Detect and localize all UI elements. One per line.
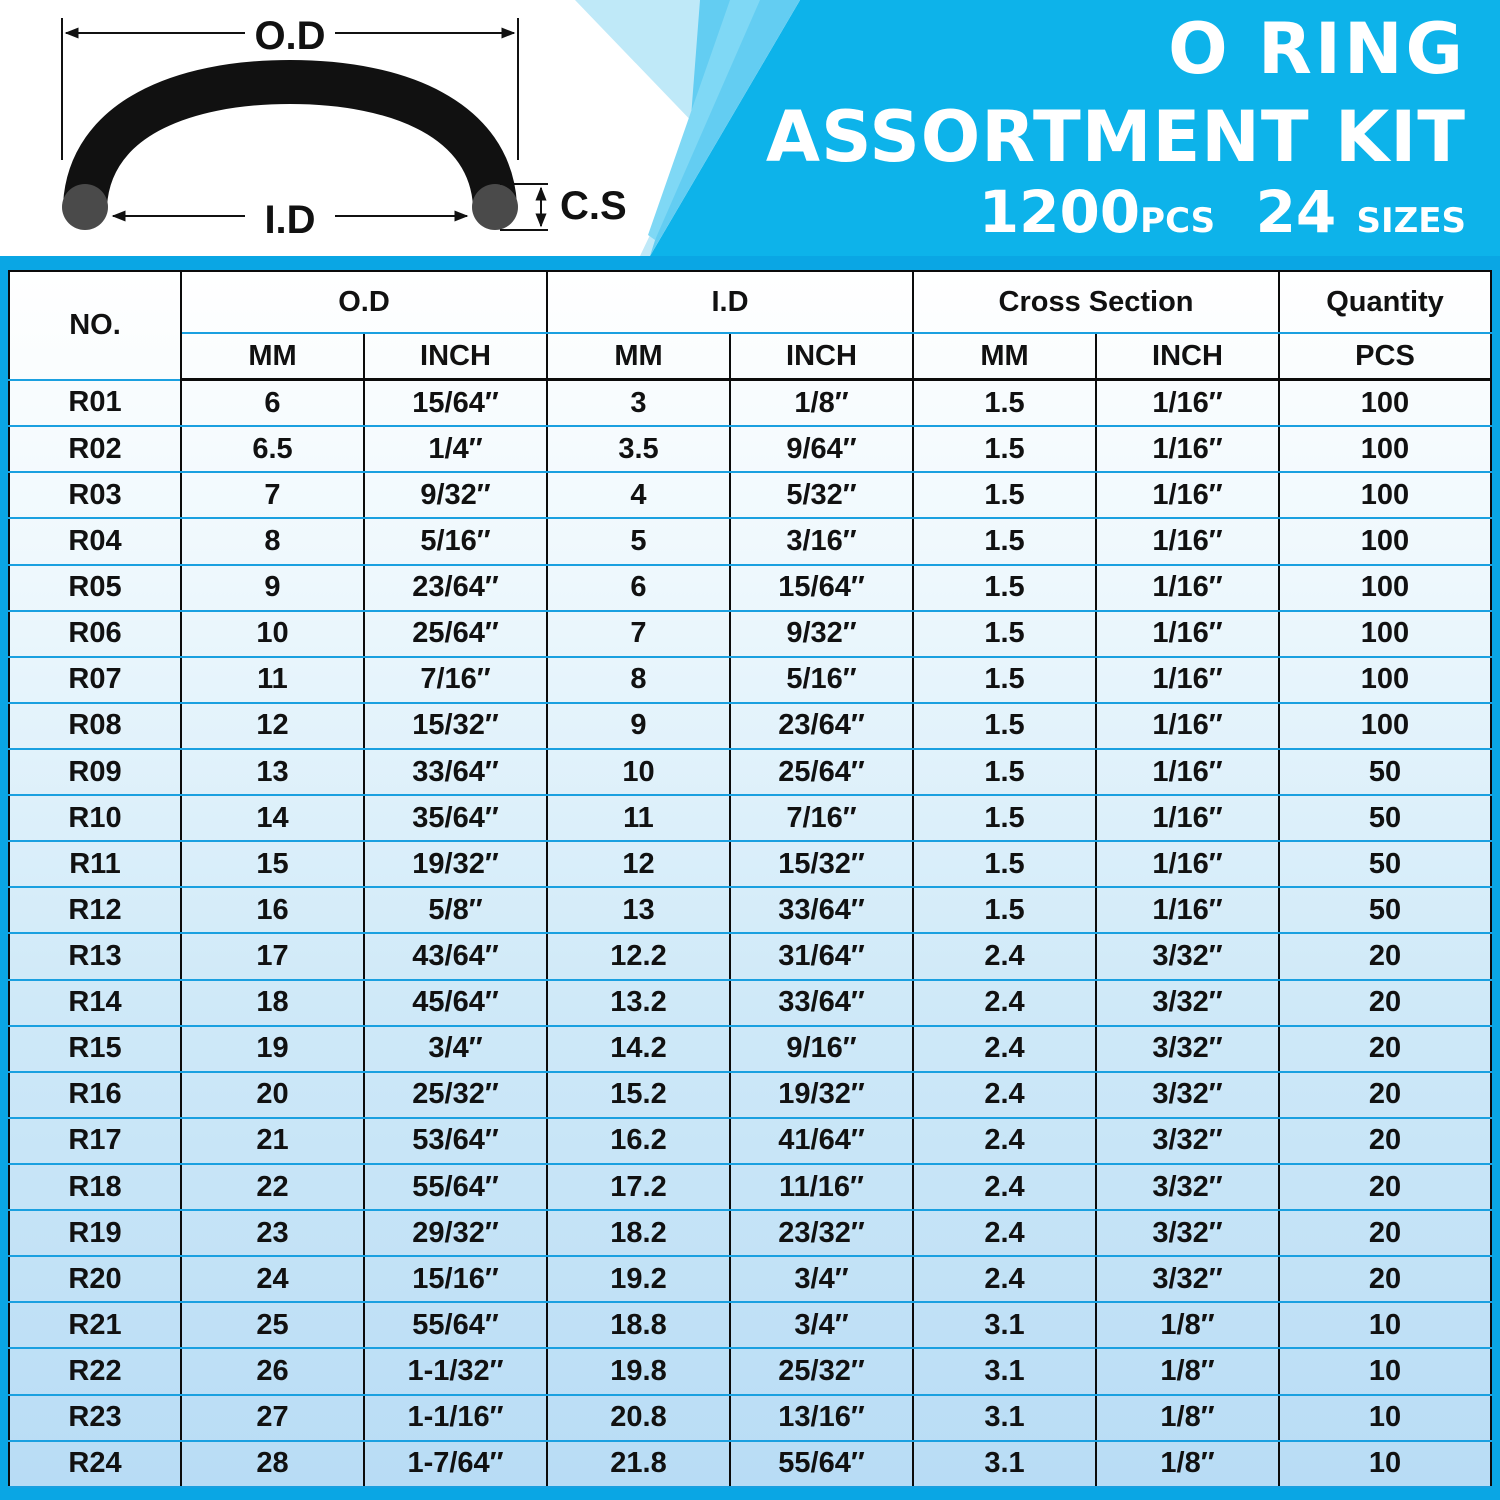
table-row (9, 1302, 1491, 1348)
cell-cs-mm: 2.4 (913, 933, 1096, 979)
cell-od-mm: 25 (181, 1302, 364, 1348)
cell-id-inch: 9/64″ (730, 426, 913, 472)
cell-id-inch: 19/32″ (730, 1072, 913, 1118)
cell-id-inch: 55/64″ (730, 1441, 913, 1487)
cell-qty-pcs: 20 (1279, 1164, 1491, 1210)
header-pcs: PCS (1279, 333, 1491, 380)
cell-cs-mm: 3.1 (913, 1395, 1096, 1441)
cell-od-mm: 11 (181, 657, 364, 703)
cell-id-inch: 3/4″ (730, 1302, 913, 1348)
table-row (9, 426, 1491, 472)
cell-id-mm: 18.8 (547, 1302, 730, 1348)
od-label: O.D (254, 14, 326, 58)
cell-id-inch: 23/64″ (730, 703, 913, 749)
cell-cs-mm: 2.4 (913, 1210, 1096, 1256)
cell-id-inch: 31/64″ (730, 933, 913, 979)
cell-cs-inch: 1/16″ (1096, 426, 1279, 472)
cell-cs-inch: 1/8″ (1096, 1302, 1279, 1348)
cell-no: R17 (9, 1118, 181, 1164)
cell-qty-pcs: 20 (1279, 1210, 1491, 1256)
sizes-count: 24 (1255, 178, 1337, 246)
cell-no: R06 (9, 611, 181, 657)
header-cross-section: Cross Section (913, 271, 1279, 333)
cell-qty-pcs: 100 (1279, 518, 1491, 564)
cell-id-inch: 5/16″ (730, 657, 913, 703)
cell-od-inch: 1-1/32″ (364, 1348, 547, 1394)
ring-cross-section-right (472, 184, 518, 230)
id-label: I.D (264, 198, 316, 242)
cell-od-mm: 23 (181, 1210, 364, 1256)
header-id-mm: MM (547, 333, 730, 380)
cell-id-inch: 33/64″ (730, 980, 913, 1026)
cell-od-mm: 24 (181, 1256, 364, 1302)
cell-od-inch: 5/8″ (364, 887, 547, 933)
cell-od-mm: 26 (181, 1348, 364, 1394)
cell-cs-inch: 3/32″ (1096, 980, 1279, 1026)
cell-qty-pcs: 10 (1279, 1441, 1491, 1487)
cell-od-inch: 55/64″ (364, 1164, 547, 1210)
cell-no: R07 (9, 657, 181, 703)
cell-cs-inch: 3/32″ (1096, 1210, 1279, 1256)
cell-no: R04 (9, 518, 181, 564)
cell-id-mm: 16.2 (547, 1118, 730, 1164)
cell-qty-pcs: 20 (1279, 1026, 1491, 1072)
cell-od-inch: 19/32″ (364, 841, 547, 887)
cell-id-mm: 21.8 (547, 1441, 730, 1487)
cell-id-mm: 9 (547, 703, 730, 749)
cell-cs-inch: 3/32″ (1096, 933, 1279, 979)
cell-id-mm: 3 (547, 380, 730, 427)
cell-od-inch: 53/64″ (364, 1118, 547, 1164)
cell-cs-mm: 1.5 (913, 518, 1096, 564)
cell-no: R02 (9, 426, 181, 472)
cell-cs-mm: 3.1 (913, 1302, 1096, 1348)
cell-id-mm: 4 (547, 472, 730, 518)
cell-id-inch: 11/16″ (730, 1164, 913, 1210)
cell-no: R24 (9, 1441, 181, 1487)
cell-cs-inch: 1/16″ (1096, 518, 1279, 564)
cell-od-inch: 23/64″ (364, 565, 547, 611)
cell-cs-mm: 1.5 (913, 565, 1096, 611)
size-table-container (8, 270, 1490, 1488)
cell-od-mm: 13 (181, 749, 364, 795)
cell-od-inch: 45/64″ (364, 980, 547, 1026)
table-header-row (9, 271, 1491, 333)
table-row (9, 933, 1491, 979)
pieces-count: 1200 (978, 178, 1141, 246)
header-cs-mm: MM (913, 333, 1096, 380)
cell-cs-mm: 2.4 (913, 1118, 1096, 1164)
cell-od-mm: 28 (181, 1441, 364, 1487)
cell-id-inch: 9/16″ (730, 1026, 913, 1072)
cell-id-inch: 33/64″ (730, 887, 913, 933)
cell-od-inch: 1-1/16″ (364, 1395, 547, 1441)
cell-qty-pcs: 50 (1279, 749, 1491, 795)
cell-id-mm: 13 (547, 887, 730, 933)
cell-no: R16 (9, 1072, 181, 1118)
cell-qty-pcs: 50 (1279, 887, 1491, 933)
table-row (9, 1395, 1491, 1441)
cell-od-inch: 25/32″ (364, 1072, 547, 1118)
table-row (9, 565, 1491, 611)
table-row (9, 657, 1491, 703)
cell-od-mm: 22 (181, 1164, 364, 1210)
table-row (9, 980, 1491, 1026)
cell-od-mm: 10 (181, 611, 364, 657)
cell-id-inch: 3/16″ (730, 518, 913, 564)
cell-od-inch: 33/64″ (364, 749, 547, 795)
table-row (9, 1348, 1491, 1394)
title-line-1: O RING (1168, 8, 1466, 90)
cell-id-mm: 5 (547, 518, 730, 564)
cell-id-mm: 19.2 (547, 1256, 730, 1302)
cell-od-inch: 7/16″ (364, 657, 547, 703)
cell-id-mm: 12.2 (547, 933, 730, 979)
cell-no: R13 (9, 933, 181, 979)
cell-qty-pcs: 20 (1279, 1256, 1491, 1302)
cell-cs-inch: 1/16″ (1096, 380, 1279, 427)
cell-id-mm: 10 (547, 749, 730, 795)
table-row (9, 703, 1491, 749)
cell-no: R23 (9, 1395, 181, 1441)
cell-id-inch: 5/32″ (730, 472, 913, 518)
cell-cs-mm: 1.5 (913, 749, 1096, 795)
cell-od-mm: 6.5 (181, 426, 364, 472)
title-line-2: ASSORTMENT KIT (765, 96, 1466, 178)
cell-no: R08 (9, 703, 181, 749)
cell-qty-pcs: 100 (1279, 380, 1491, 427)
table-row (9, 611, 1491, 657)
header-no: NO. (9, 271, 181, 380)
cell-cs-inch: 3/32″ (1096, 1026, 1279, 1072)
cell-id-mm: 20.8 (547, 1395, 730, 1441)
cell-id-inch: 3/4″ (730, 1256, 913, 1302)
cell-no: R11 (9, 841, 181, 887)
table-row (9, 380, 1491, 427)
cell-qty-pcs: 50 (1279, 795, 1491, 841)
cell-cs-inch: 1/16″ (1096, 472, 1279, 518)
table-row (9, 1026, 1491, 1072)
cell-od-inch: 3/4″ (364, 1026, 547, 1072)
cell-no: R09 (9, 749, 181, 795)
cell-od-inch: 9/32″ (364, 472, 547, 518)
cell-cs-mm: 3.1 (913, 1441, 1096, 1487)
table-row (9, 1256, 1491, 1302)
header-quantity: Quantity (1279, 271, 1491, 333)
cell-cs-inch: 1/16″ (1096, 841, 1279, 887)
cell-no: R18 (9, 1164, 181, 1210)
size-table (8, 270, 1492, 1488)
cell-cs-inch: 3/32″ (1096, 1164, 1279, 1210)
table-row (9, 795, 1491, 841)
cell-qty-pcs: 100 (1279, 657, 1491, 703)
cell-cs-mm: 1.5 (913, 887, 1096, 933)
cell-od-mm: 20 (181, 1072, 364, 1118)
table-row (9, 1210, 1491, 1256)
cell-no: R21 (9, 1302, 181, 1348)
cell-od-inch: 25/64″ (364, 611, 547, 657)
cell-id-mm: 15.2 (547, 1072, 730, 1118)
header-od-mm: MM (181, 333, 364, 380)
cs-label: C.S (560, 184, 627, 228)
cell-qty-pcs: 10 (1279, 1348, 1491, 1394)
header-id-inch: INCH (730, 333, 913, 380)
cell-od-inch: 1-7/64″ (364, 1441, 547, 1487)
cell-cs-inch: 3/32″ (1096, 1118, 1279, 1164)
cell-od-mm: 19 (181, 1026, 364, 1072)
cell-od-inch: 15/64″ (364, 380, 547, 427)
cell-id-mm: 7 (547, 611, 730, 657)
table-row (9, 1441, 1491, 1487)
cell-cs-inch: 1/8″ (1096, 1348, 1279, 1394)
cell-od-inch: 15/16″ (364, 1256, 547, 1302)
table-body (9, 380, 1491, 1488)
cell-id-mm: 17.2 (547, 1164, 730, 1210)
cell-od-mm: 12 (181, 703, 364, 749)
cell-cs-mm: 2.4 (913, 1026, 1096, 1072)
cell-cs-inch: 1/8″ (1096, 1441, 1279, 1487)
cell-qty-pcs: 20 (1279, 1118, 1491, 1164)
cell-od-inch: 5/16″ (364, 518, 547, 564)
cell-cs-mm: 2.4 (913, 980, 1096, 1026)
cell-od-mm: 7 (181, 472, 364, 518)
cell-no: R22 (9, 1348, 181, 1394)
title-line-3 (979, 178, 1466, 246)
o-ring-diagram (0, 0, 660, 256)
cell-no: R19 (9, 1210, 181, 1256)
cell-cs-inch: 1/16″ (1096, 749, 1279, 795)
cell-cs-inch: 1/16″ (1096, 887, 1279, 933)
cell-id-mm: 3.5 (547, 426, 730, 472)
cell-no: R12 (9, 887, 181, 933)
cell-id-mm: 12 (547, 841, 730, 887)
cell-qty-pcs: 100 (1279, 565, 1491, 611)
cell-cs-mm: 3.1 (913, 1348, 1096, 1394)
cell-qty-pcs: 100 (1279, 611, 1491, 657)
cell-cs-inch: 1/16″ (1096, 565, 1279, 611)
cell-cs-inch: 3/32″ (1096, 1256, 1279, 1302)
table-row (9, 749, 1491, 795)
cell-cs-mm: 1.5 (913, 380, 1096, 427)
cell-cs-inch: 3/32″ (1096, 1072, 1279, 1118)
cell-cs-inch: 1/16″ (1096, 795, 1279, 841)
header-od-inch: INCH (364, 333, 547, 380)
o-ring-arc (85, 82, 495, 205)
cell-cs-mm: 2.4 (913, 1072, 1096, 1118)
cell-od-mm: 27 (181, 1395, 364, 1441)
table-subheader-row (9, 333, 1491, 380)
cell-od-mm: 17 (181, 933, 364, 979)
cell-id-inch: 25/64″ (730, 749, 913, 795)
table-row (9, 1118, 1491, 1164)
table-row (9, 1072, 1491, 1118)
cell-qty-pcs: 10 (1279, 1302, 1491, 1348)
table-row (9, 518, 1491, 564)
cell-id-inch: 1/8″ (730, 380, 913, 427)
cell-id-inch: 23/32″ (730, 1210, 913, 1256)
cell-cs-mm: 2.4 (913, 1164, 1096, 1210)
cell-od-mm: 14 (181, 795, 364, 841)
cell-cs-inch: 1/16″ (1096, 611, 1279, 657)
cell-id-mm: 18.2 (547, 1210, 730, 1256)
table-row (9, 1164, 1491, 1210)
cell-od-inch: 55/64″ (364, 1302, 547, 1348)
table-row (9, 841, 1491, 887)
cell-no: R10 (9, 795, 181, 841)
cell-od-mm: 21 (181, 1118, 364, 1164)
cell-id-mm: 14.2 (547, 1026, 730, 1072)
sizes-unit: SIZES (1356, 201, 1466, 241)
cell-qty-pcs: 10 (1279, 1395, 1491, 1441)
cell-no: R14 (9, 980, 181, 1026)
cell-od-inch: 29/32″ (364, 1210, 547, 1256)
cell-qty-pcs: 100 (1279, 472, 1491, 518)
cell-qty-pcs: 50 (1279, 841, 1491, 887)
cell-no: R03 (9, 472, 181, 518)
cell-qty-pcs: 100 (1279, 703, 1491, 749)
cell-qty-pcs: 20 (1279, 980, 1491, 1026)
cell-id-inch: 41/64″ (730, 1118, 913, 1164)
cell-no: R20 (9, 1256, 181, 1302)
table-row (9, 887, 1491, 933)
cell-od-inch: 1/4″ (364, 426, 547, 472)
header-od: O.D (181, 271, 547, 333)
cell-od-inch: 35/64″ (364, 795, 547, 841)
header-banner (0, 0, 1500, 256)
cell-id-mm: 6 (547, 565, 730, 611)
cell-cs-mm: 2.4 (913, 1256, 1096, 1302)
pieces-unit: PCS (1140, 201, 1216, 241)
cell-cs-inch: 1/16″ (1096, 657, 1279, 703)
table-row (9, 472, 1491, 518)
cell-qty-pcs: 100 (1279, 426, 1491, 472)
cell-id-inch: 7/16″ (730, 795, 913, 841)
cell-od-mm: 6 (181, 380, 364, 427)
cell-cs-mm: 1.5 (913, 611, 1096, 657)
cell-id-inch: 9/32″ (730, 611, 913, 657)
cell-od-mm: 16 (181, 887, 364, 933)
cell-od-mm: 9 (181, 565, 364, 611)
cell-qty-pcs: 20 (1279, 1072, 1491, 1118)
cell-id-inch: 15/32″ (730, 841, 913, 887)
cell-id-mm: 8 (547, 657, 730, 703)
header-id: I.D (547, 271, 913, 333)
cell-id-mm: 11 (547, 795, 730, 841)
cell-od-mm: 8 (181, 518, 364, 564)
cell-od-inch: 15/32″ (364, 703, 547, 749)
cell-cs-mm: 1.5 (913, 795, 1096, 841)
cell-cs-mm: 1.5 (913, 472, 1096, 518)
cell-cs-mm: 1.5 (913, 426, 1096, 472)
cell-id-mm: 19.8 (547, 1348, 730, 1394)
header-cs-inch: INCH (1096, 333, 1279, 380)
cell-id-inch: 15/64″ (730, 565, 913, 611)
cell-cs-inch: 1/8″ (1096, 1395, 1279, 1441)
cell-no: R05 (9, 565, 181, 611)
cell-od-inch: 43/64″ (364, 933, 547, 979)
cell-od-mm: 15 (181, 841, 364, 887)
cell-id-mm: 13.2 (547, 980, 730, 1026)
cell-no: R01 (9, 380, 181, 427)
cell-id-inch: 13/16″ (730, 1395, 913, 1441)
cell-id-inch: 25/32″ (730, 1348, 913, 1394)
cell-cs-mm: 1.5 (913, 703, 1096, 749)
cell-no: R15 (9, 1026, 181, 1072)
cell-cs-mm: 1.5 (913, 841, 1096, 887)
cell-qty-pcs: 20 (1279, 933, 1491, 979)
cell-cs-mm: 1.5 (913, 657, 1096, 703)
cell-od-mm: 18 (181, 980, 364, 1026)
ring-cross-section-left (62, 184, 108, 230)
cell-cs-inch: 1/16″ (1096, 703, 1279, 749)
